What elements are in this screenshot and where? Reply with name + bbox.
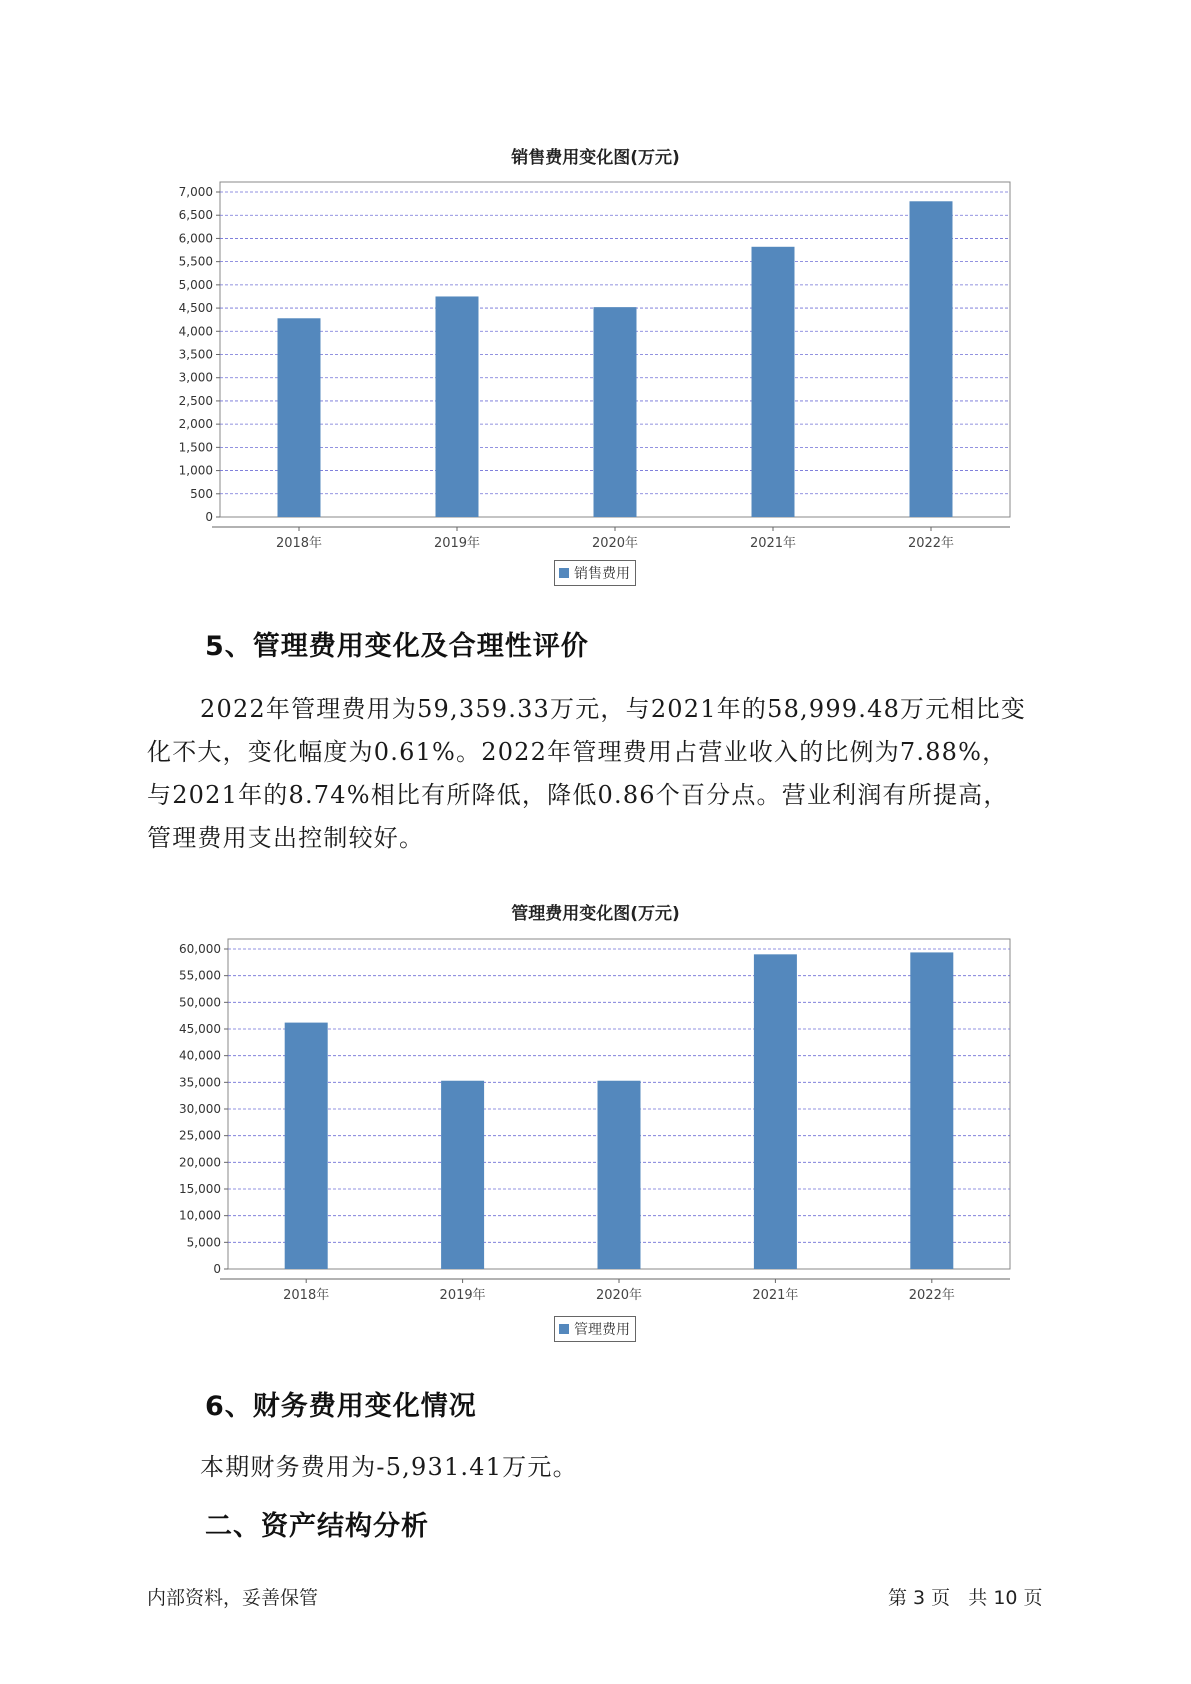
- y-tick-label: 10,000: [179, 1208, 221, 1223]
- y-tick-label: 15,000: [179, 1182, 221, 1196]
- x-tick-label: 2019年: [433, 536, 481, 551]
- y-tick-label: 25,000: [179, 1128, 221, 1143]
- admin-chart-legend: [554, 1316, 636, 1342]
- section-2-heading: 二、资产结构分析: [205, 1511, 429, 1542]
- y-tick-label: 0: [213, 1262, 221, 1276]
- section-6-heading: 6、财务费用变化情况: [205, 1391, 477, 1422]
- bar-2022年: [910, 201, 953, 517]
- bar-2020年: [598, 1081, 641, 1269]
- y-tick-label: 30,000: [179, 1102, 221, 1116]
- legend-label: 销售费用: [574, 566, 630, 582]
- bar-2021年: [752, 247, 795, 517]
- legend-swatch: [559, 1324, 569, 1334]
- y-tick-label: 3,500: [178, 347, 213, 362]
- y-tick-label: 6,500: [178, 208, 213, 223]
- y-tick-label: 1,500: [178, 440, 213, 455]
- y-tick-label: 40,000: [179, 1048, 221, 1063]
- legend-swatch: [559, 568, 569, 578]
- x-tick-label: 2021年: [749, 536, 797, 551]
- y-tick-label: 55,000: [179, 968, 221, 983]
- admin-expense-chart: [0, 930, 1191, 1310]
- bar-2020年: [594, 307, 637, 517]
- y-tick-label: 45,000: [179, 1022, 221, 1036]
- x-tick-label: 2020年: [591, 536, 639, 551]
- admin-chart-title: 管理费用变化图(万元): [511, 904, 680, 924]
- sales-chart-legend: [554, 560, 636, 586]
- x-tick-label: 2018年: [283, 1288, 330, 1303]
- footer-page-number: 第 3 页 共 10 页: [888, 1587, 1043, 1609]
- y-tick-label: 1,000: [178, 463, 213, 478]
- section-5-line-4: 管理费用支出控制较好。: [147, 824, 425, 852]
- legend-label: 管理费用: [574, 1322, 630, 1338]
- bar-2019年: [436, 296, 479, 517]
- x-tick-label: 2019年: [439, 1288, 486, 1303]
- section-5-line-1: 2022年管理费用为59,359.33万元，与2021年的58,999.48万元相比变: [200, 695, 1027, 723]
- section-5-line-2: 化不大，变化幅度为0.61%。2022年管理费用占营业收入的比例为7.88%，: [147, 738, 1008, 766]
- y-tick-label: 60,000: [179, 942, 221, 956]
- x-tick-label: 2022年: [907, 536, 955, 551]
- y-tick-label: 0: [205, 510, 213, 524]
- y-tick-label: 5,000: [178, 277, 213, 292]
- y-tick-label: 3,000: [178, 370, 213, 385]
- section-5-heading: 5、管理费用变化及合理性评价: [205, 631, 589, 662]
- sales-expense-chart: [0, 170, 1191, 550]
- y-tick-label: 2,000: [178, 417, 213, 432]
- footer-confidential-note: 内部资料，妥善保管: [147, 1587, 319, 1609]
- sales-chart-title: 销售费用变化图(万元): [511, 148, 680, 168]
- y-tick-label: 50,000: [179, 995, 221, 1010]
- x-tick-label: 2021年: [752, 1288, 799, 1303]
- y-tick-label: 5,000: [186, 1235, 221, 1250]
- y-tick-label: 500: [190, 486, 213, 501]
- bar-2021年: [754, 954, 797, 1269]
- y-tick-label: 4,000: [178, 324, 213, 339]
- bar-2018年: [278, 318, 321, 517]
- y-tick-label: 5,500: [178, 254, 213, 269]
- bar-2022年: [910, 952, 953, 1269]
- y-tick-label: 7,000: [178, 185, 213, 199]
- x-tick-label: 2022年: [908, 1288, 955, 1303]
- x-tick-label: 2018年: [275, 536, 323, 551]
- y-tick-label: 35,000: [179, 1075, 221, 1090]
- y-tick-label: 2,500: [178, 393, 213, 408]
- section-6-body: 本期财务费用为-5,931.41万元。: [200, 1453, 578, 1481]
- section-5-line-3: 与2021年的8.74%相比有所降低，降低0.86个百分点。营业利润有所提高，: [147, 781, 1009, 809]
- bar-2018年: [285, 1023, 328, 1269]
- y-tick-label: 4,500: [178, 301, 213, 316]
- y-tick-label: 6,000: [178, 231, 213, 246]
- bar-2019年: [441, 1081, 484, 1269]
- x-tick-label: 2020年: [595, 1288, 643, 1303]
- y-tick-label: 20,000: [179, 1155, 221, 1170]
